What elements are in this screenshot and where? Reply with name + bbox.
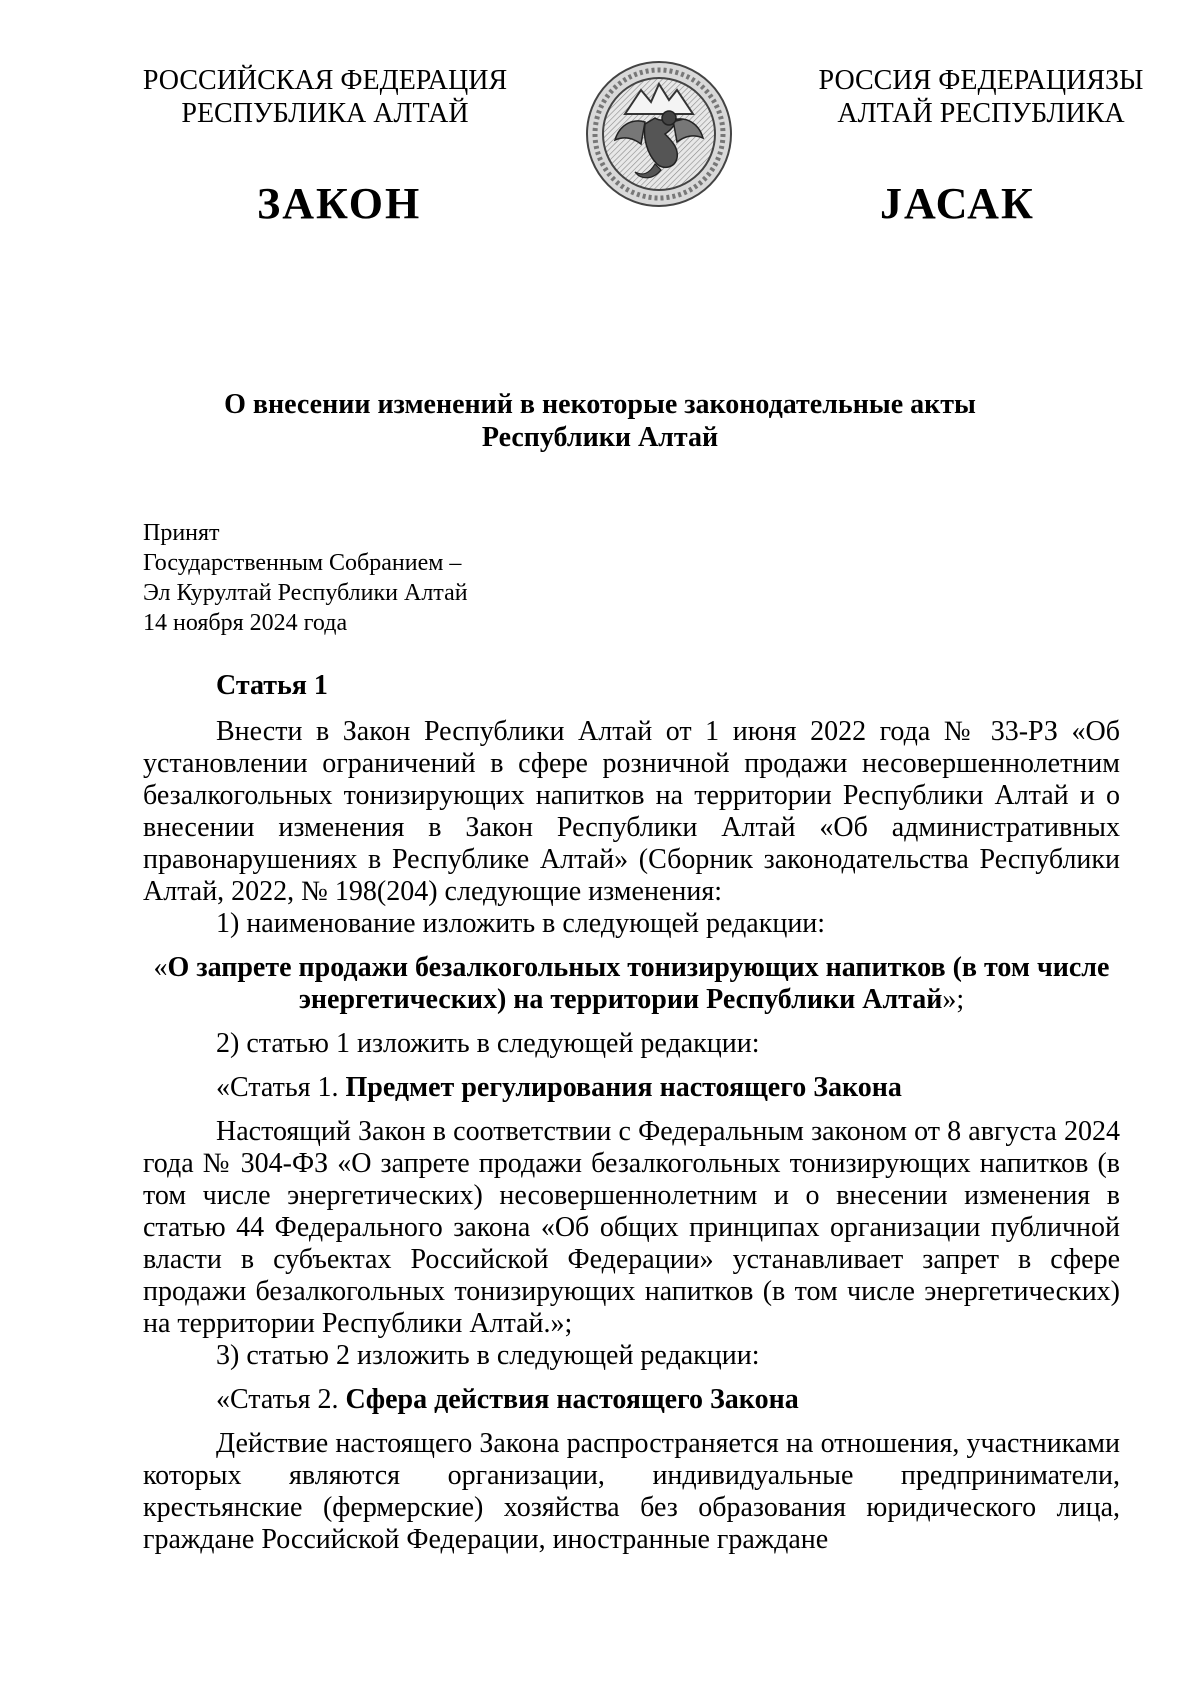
new-article-2-title: Сфера действия настоящего Закона	[345, 1384, 799, 1415]
article-intro-paragraph: Внести в Закон Республики Алтай от 1 июня 2022 года № 33-РЗ «Об установлении ограничений в сфере розничной продажи несовершеннолетним безалкогольных тонизирующих напитков на территории Республики Алтай и о внесении изменения в Закон Республики Алтай «Об административных правонарушениях в Республике Алтай» (Сборник законодательства Республики Алтай, 2022, № 198(204) следующие изменения:	[143, 716, 1120, 907]
amendment-item-1: 1) наименование изложить в следующей редакции:	[216, 908, 826, 939]
new-law-title	[143, 952, 1120, 1016]
adoption-info	[143, 518, 468, 638]
document-body	[143, 670, 1120, 1556]
new-article-1-text: Настоящий Закон в соответствии с Федеральным законом от 8 августа 2024 года № 304-ФЗ «О запрете продажи безалкогольных тонизирующих напитков (в том числе энергетических) несовершеннолетним и о внесении изменения в статью 44 Федерального закона «Об общих принципах организации публичной власти в субъектах Российской Федерации» устанавливает запрет в сфере продажи безалкогольных тонизирующих напитков (в том числе энергетических) на территории Республики Алтай.»;	[143, 1116, 1120, 1339]
new-article-1-title: Предмет регулирования настоящего Закона	[345, 1072, 902, 1103]
new-article-2-heading	[143, 1384, 1120, 1416]
law-title-altai: JАСАК	[880, 179, 1035, 228]
adoption-line1: Принят	[143, 520, 220, 546]
header-left-line1: РОССИЙСКАЯ ФЕДЕРАЦИЯ	[142, 65, 508, 96]
new-article-1-prefix: «Статья 1.	[216, 1072, 339, 1103]
quote-open: «	[153, 952, 168, 983]
document-title-line2: Республики Алтай	[481, 422, 719, 453]
adoption-date: 14 ноября 2024 года	[143, 610, 348, 636]
header-right-line1: РОССИЯ ФЕДЕРАЦИЯЗЫ	[818, 65, 1144, 96]
new-article-1-heading	[143, 1072, 1120, 1104]
header-left-line2: РЕСПУБЛИКА АЛТАЙ	[181, 98, 469, 129]
republic-of-altai-emblem-icon	[585, 60, 733, 208]
adoption-line3: Эл Курултай Республики Алтай	[143, 580, 468, 606]
amendment-item-3: 3) статью 2 изложить в следующей редакции:	[216, 1340, 760, 1371]
header-left	[115, 64, 535, 130]
document-title-line1: О внесении изменений в некоторые законодательные акты	[224, 389, 976, 420]
new-law-title-line2: энергетических) на территории Республики Алтай	[298, 984, 943, 1015]
header-right-line2: АЛТАЙ РЕСПУБЛИКА	[837, 98, 1125, 129]
quote-close: »;	[942, 984, 965, 1015]
article-heading: Статья 1	[216, 670, 328, 701]
amendment-item-2: 2) статью 1 изложить в следующей редакции:	[216, 1028, 760, 1059]
new-law-title-line1: О запрете продажи безалкогольных тонизирующих напитков (в том числе	[167, 952, 1110, 983]
law-title-russian: ЗАКОН	[257, 179, 422, 228]
new-article-2-prefix: «Статья 2.	[216, 1384, 339, 1415]
header-right	[771, 64, 1191, 130]
document-title	[0, 388, 1200, 454]
new-article-2-text: Действие настоящего Закона распространяется на отношения, участниками которых являются организации, индивидуальные предприниматели, крестьянские (фермерские) хозяйства без образования юридического лица, граждане Российской Федерации, иностранные граждане	[143, 1428, 1120, 1555]
adoption-line2: Государственным Собранием –	[143, 550, 462, 576]
